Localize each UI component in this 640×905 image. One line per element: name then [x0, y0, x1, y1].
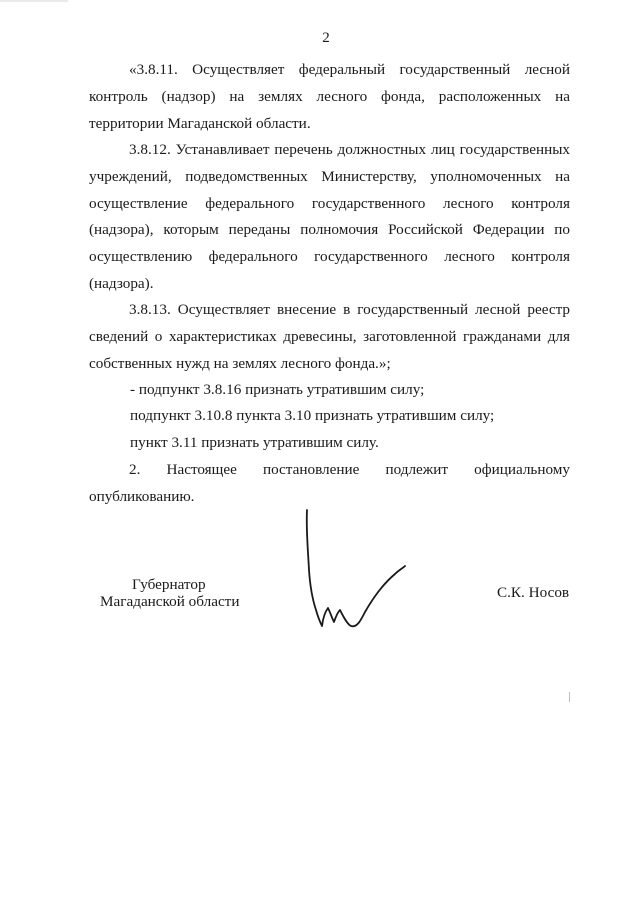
- signatory-name: С.К. Носов: [497, 584, 570, 601]
- scan-edge-mark: [0, 0, 70, 4]
- paragraph-3-8-11: [89, 57, 570, 137]
- signatory-title-line1: Губернатор: [132, 576, 206, 593]
- paragraph-text: 3.8.13. Осуществляет внесение в государственный лесной реестр сведений о характеристиках древесины, заготовленной гражданами для собственных нужд на землях лесного фонда.»;: [89, 301, 570, 372]
- amendment-line-3-10-8: подпункт 3.10.8 пункта 3.10 признать утратившим силу;: [130, 407, 495, 424]
- paragraph-text: «3.8.11. Осуществляет федеральный государственный лесной контроль (надзор) на землях лесного фонда, расположенных на территории Магаданской области.: [89, 61, 570, 132]
- scan-speck: [569, 692, 570, 702]
- paragraph-3-8-12: [89, 137, 570, 298]
- paragraph-3-8-13: [89, 297, 570, 377]
- amendment-line-3-8-16: - подпункт 3.8.16 признать утратившим силу;: [130, 381, 425, 398]
- page-number: 2: [322, 30, 330, 46]
- handwritten-signature: [285, 500, 415, 640]
- paragraph-text: 2. Настоящее постановление подлежит официальному опубликованию.: [89, 461, 570, 505]
- paragraph-text: 3.8.12. Устанавливает перечень должностных лиц государственных учреждений, подведомственных Министерству, уполномоченных на осуществление федерального государственного лесного контроля (надзора), которым переданы полномочия Российской Федерации по осуществлению федерального государственного лесного контроля (надзора).: [89, 141, 570, 292]
- signatory-title-line2: Магаданской области: [100, 593, 240, 610]
- amendment-line-3-11: пункт 3.11 признать утратившим силу.: [130, 434, 379, 451]
